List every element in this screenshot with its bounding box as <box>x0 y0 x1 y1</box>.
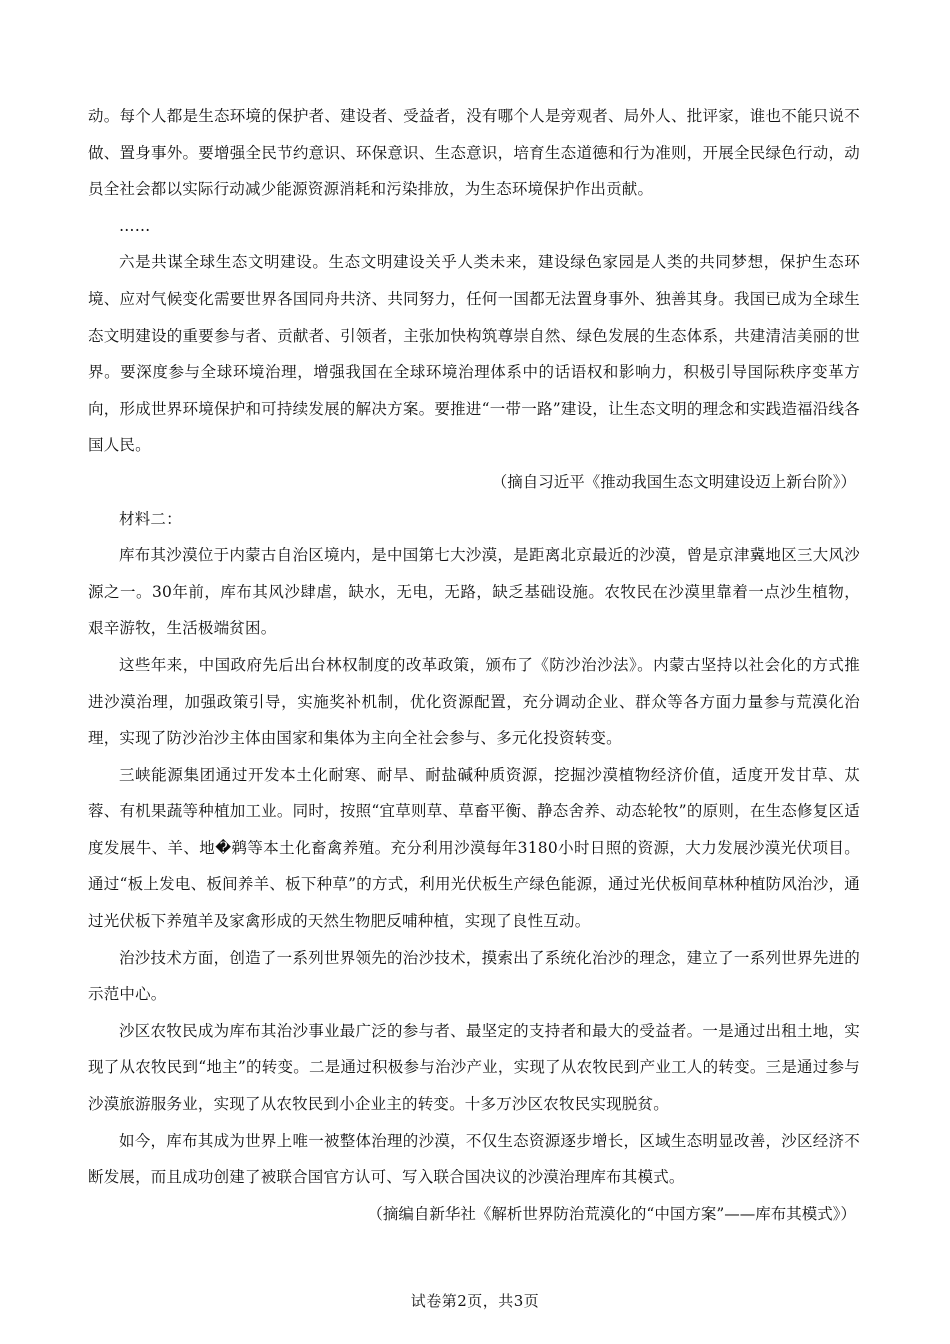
paragraph: 如今，库布其成为世界上唯一被整体治理的沙漠，不仅生态资源逐步增长，区域生态明显改善，沙区经济不断发展，而且成功创建了被联合国官方认可、写入联合国决议的沙漠治理库布其模式。 <box>88 1131 860 1187</box>
paragraph: 这些年来，中国政府先后出台林权制度的改革政策，颁布了《防沙治沙法》。内蒙古坚持以社会化的方式推进沙漠治理，加强政策引导，实施奖补机制，优化资源配置，充分调动企业、群众等各方面力量参与荒漠化治理，实现了防沙治沙主体由国家和集体为主向全社会参与、多元化投资转变。 <box>88 655 860 748</box>
paragraph-continued: 动。每个人都是生态环境的保护者、建设者、受益者，没有哪个人是旁观者、局外人、批评家，谁也不能只说不做、置身事外。要增强全民节约意识、环保意识、生态意识，培育生态道德和行为准则，开展全民绿色行动，动员全社会都以实际行动减少能源资源消耗和污染排放，为生态环境保护作出贡献。 <box>88 107 860 199</box>
paragraph: 沙区农牧民成为库布其治沙事业最广泛的参与者、最坚定的支持者和最大的受益者。一是通过出租土地，实现了从农牧民到“地主”的转变。二是通过积极参与治沙产业，实现了从农牧民到产业工人的转变。三是通过参与沙漠旅游服务业，实现了从农牧民到小企业主的转变。十多万沙区农牧民实现脱贫。 <box>88 1021 860 1114</box>
ellipsis: …… <box>119 216 151 235</box>
source-citation-1: （摘自习近平《推动我国生态文明建设迈上新台阶》） <box>491 472 856 491</box>
page-footer: 试卷第2页，共3页 <box>410 1292 540 1310</box>
paragraph: 库布其沙漠位于内蒙古自治区境内，是中国第七大沙漠，是距离北京最近的沙漠，曾是京津冀地区三大风沙源之一。30年前，库布其风沙肆虐，缺水，无电，无路，缺乏基础设施。农牧民在沙漠里靠着一点沙生植物，艰辛游牧，生活极端贫困。 <box>88 546 860 638</box>
paragraph-six: 六是共谋全球生态文明建设。生态文明建设关乎人类未来，建设绿色家园是人类的共同梦想，保护生态环境、应对气候变化需要世界各国同舟共济、共同努力，任何一国都无法置身事外、独善其身。我国已成为全球生态文明建设的重要参与者、贡献者、引领者，主张加快构筑尊崇自然、绿色发展的生态体系，共建清洁美丽的世界。要深度参与全球环境治理，增强我国在全球环境治理体系中的话语权和影响力，积极引导国际秩序变革方向，形成世界环境保护和可持续发展的解决方案。要推进“一带一路”建设，让生态文明的理念和实践造福沿线各国人民。 <box>88 253 860 455</box>
material-two-heading: 材料二： <box>119 509 182 528</box>
paragraph: 三峡能源集团通过开发本土化耐寒、耐旱、耐盐碱种质资源，挖掘沙漠植物经济价值，适度开发甘草、苁蓉、有机果蔬等种植加工业。同时，按照“宜草则草、草畜平衡、静态舍养、动态轮牧”的原则，在生态修复区适度发展牛、羊、地�鹈等本土化畜禽养殖。充分利用沙漠每年3180小时日照的资源，大力发展沙漠光伏项目。通过“板上发电、板间养羊、板下种草”的方式，利用光伏板生产绿色能源，通过光伏板间草林种植防风治沙，通过光伏板下养殖羊及家禽形成的天然生物肥反哺种植，实现了良性互动。 <box>88 765 860 931</box>
paragraph: 治沙技术方面，创造了一系列世界领先的治沙技术，摸索出了系统化治沙的理念，建立了一系列世界先进的示范中心。 <box>88 948 860 1004</box>
source-citation-2: （摘编自新华社《解析世界防治荒漠化的“中国方案”——库布其模式》） <box>367 1204 856 1223</box>
document-body <box>88 98 860 1232</box>
